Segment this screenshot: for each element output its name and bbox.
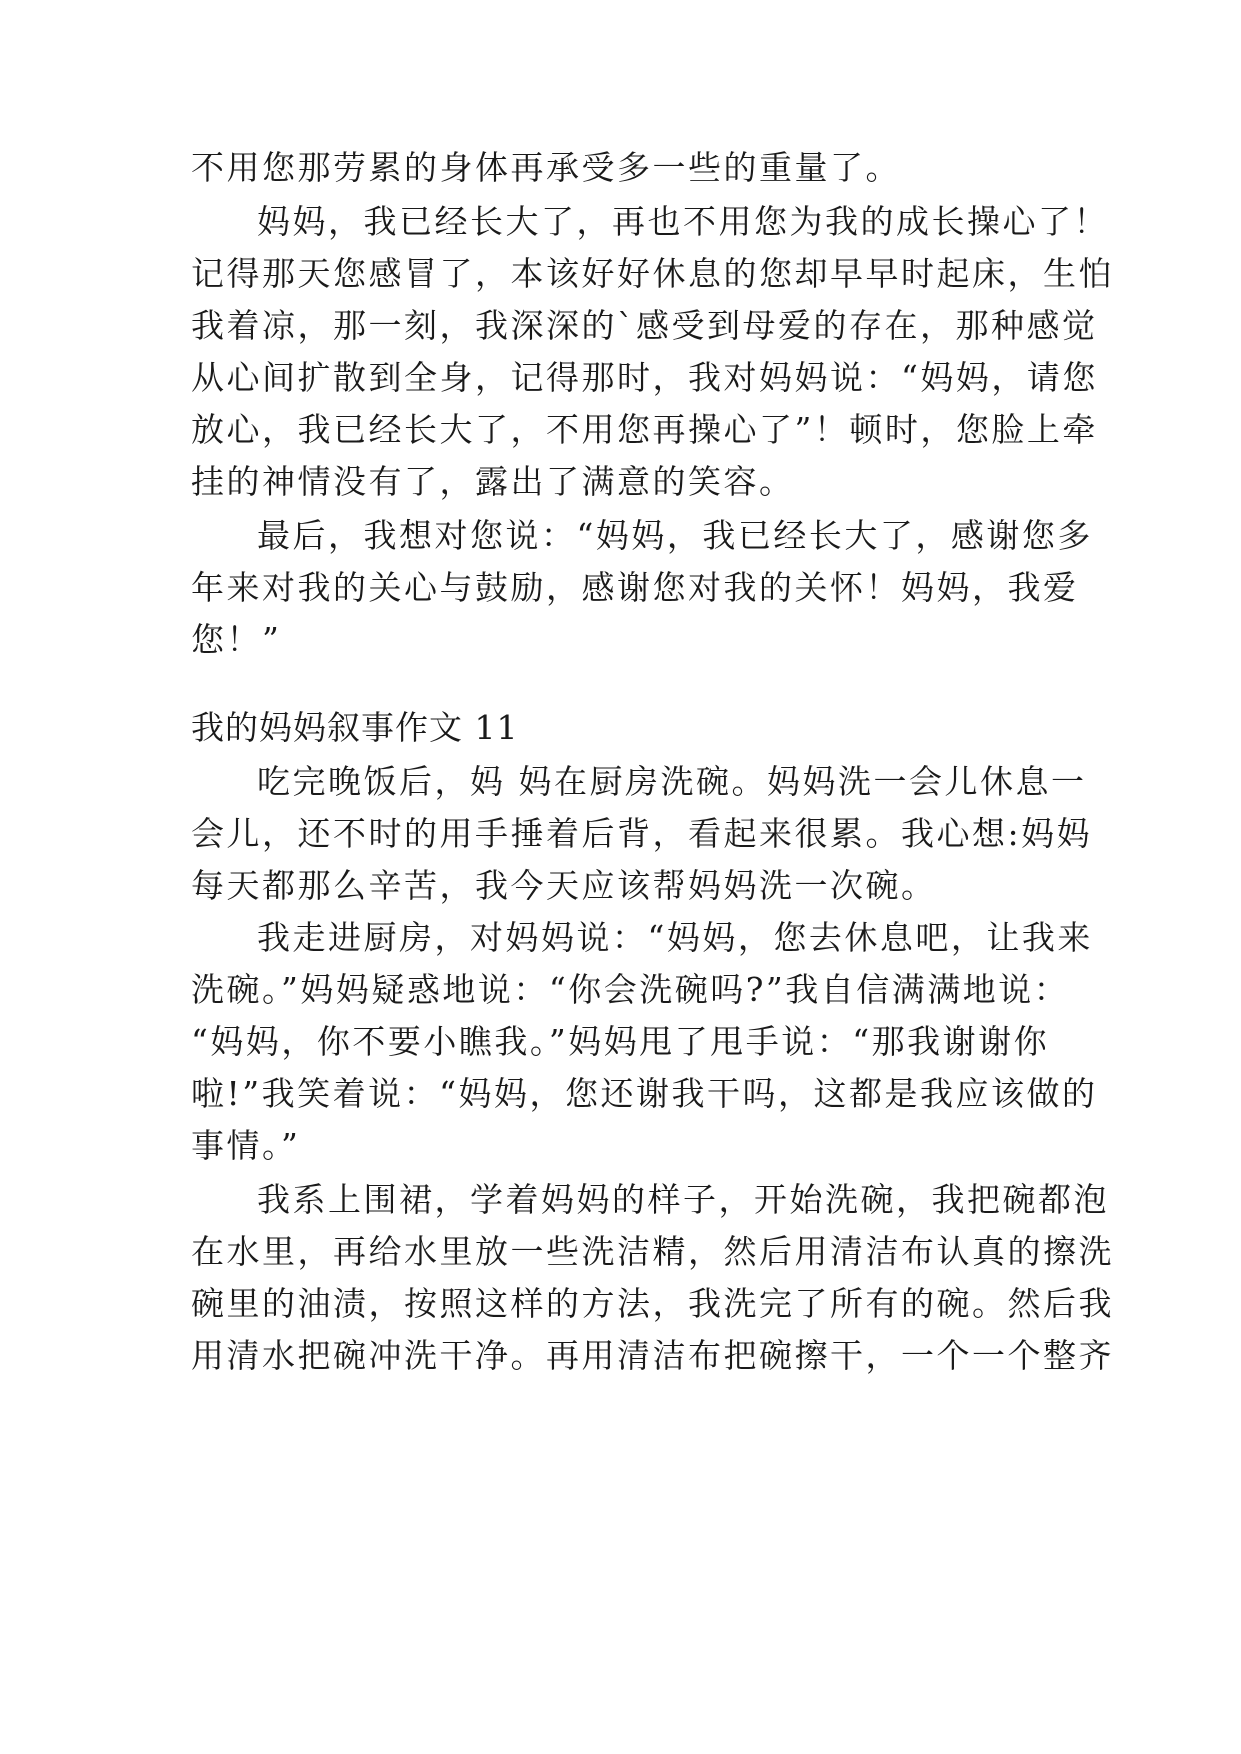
text-line: 最后，我想对您说：“妈妈，我已经长大了，感谢您多: [257, 516, 1093, 555]
text-line: 记得那天您感冒了，本该好好休息的您却早早时起床，生怕: [191, 254, 1114, 293]
text-line: 在水里，再给水里放一些洗洁精，然后用清洁布认真的擦洗: [191, 1232, 1114, 1271]
text-line: 年来对我的关心与鼓励，感谢您对我的关怀！妈妈，我爱: [191, 568, 1079, 607]
text-line: 不用您那劳累的身体再承受多一些的重量了。: [191, 148, 901, 187]
text-line: 我走进厨房，对妈妈说：“妈妈，您去休息吧，让我来: [257, 918, 1093, 957]
text-line: 挂的神情没有了，露出了满意的笑容。: [191, 462, 795, 501]
text-line: 啦!”我笑着说：“妈妈，您还谢我干吗，这都是我应该做的: [191, 1074, 1098, 1113]
text-line: 吃完晚饭后，妈 妈在厨房洗碗。妈妈洗一会儿休息一: [257, 762, 1087, 801]
section-heading: 我的妈妈叙事作文 11: [191, 708, 519, 747]
text-line: 事情。”: [191, 1126, 301, 1165]
text-line: 用清水把碗冲洗干净。再用清洁布把碗擦干，一个一个整齐: [191, 1336, 1114, 1375]
text-line: 会儿，还不时的用手捶着后背，看起来很累。我心想:妈妈: [191, 814, 1093, 853]
text-line: 我系上围裙，学着妈妈的样子，开始洗碗，我把碗都泡: [257, 1180, 1109, 1219]
text-line: 妈妈，我已经长大了，再也不用您为我的成长操心了！: [257, 202, 1109, 241]
text-line: 我着凉，那一刻，我深深的`感受到母爱的存在，那种感觉: [191, 306, 1098, 345]
text-line: “妈妈，你不要小瞧我。”妈妈甩了甩手说：“那我谢谢你: [191, 1022, 1050, 1061]
text-line: 洗碗。”妈妈疑惑地说：“你会洗碗吗?”我自信满满地说：: [191, 970, 1070, 1009]
text-line: 每天都那么辛苦，我今天应该帮妈妈洗一次碗。: [191, 866, 937, 905]
text-line: 从心间扩散到全身，记得那时，我对妈妈说：“妈妈，请您: [191, 358, 1098, 397]
text-line: 放心，我已经长大了，不用您再操心了”！顿时，您脸上牵: [191, 410, 1098, 449]
text-line: 碗里的油渍，按照这样的方法，我洗完了所有的碗。然后我: [191, 1284, 1114, 1323]
text-line: 您！”: [191, 620, 282, 659]
